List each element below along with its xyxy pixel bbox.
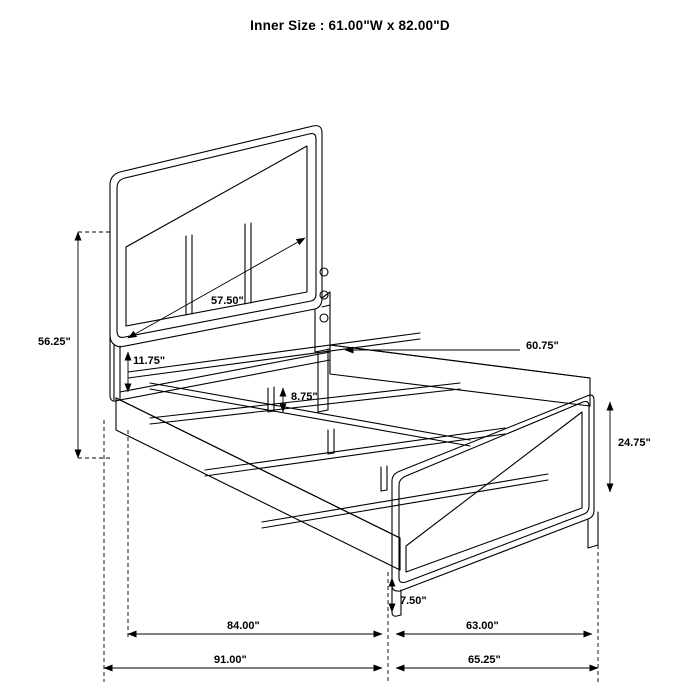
dim-label-rail-length: 60.75" — [526, 340, 559, 352]
dim-label-footboard-clearance: 7.50" — [400, 595, 427, 607]
dim-label-headboard-drop: 11.75" — [133, 355, 166, 367]
dim-label-footboard-height: 24.75" — [618, 437, 651, 449]
dim-label-headboard-width: 57.50" — [211, 295, 244, 307]
dim-label-depth-right: 63.00" — [466, 620, 499, 632]
dim-label-overall-right: 65.25" — [468, 654, 501, 666]
bed-outline-group — [110, 126, 598, 617]
page-title: Inner Size : 61.00"W x 82.00"D — [250, 18, 450, 33]
dim-label-overall-left: 91.00" — [214, 654, 247, 666]
dim-label-depth-left: 84.00" — [227, 620, 260, 632]
dim-label-slat-height: 8.75" — [291, 391, 318, 403]
dim-label-height-overall: 56.25" — [38, 336, 71, 348]
